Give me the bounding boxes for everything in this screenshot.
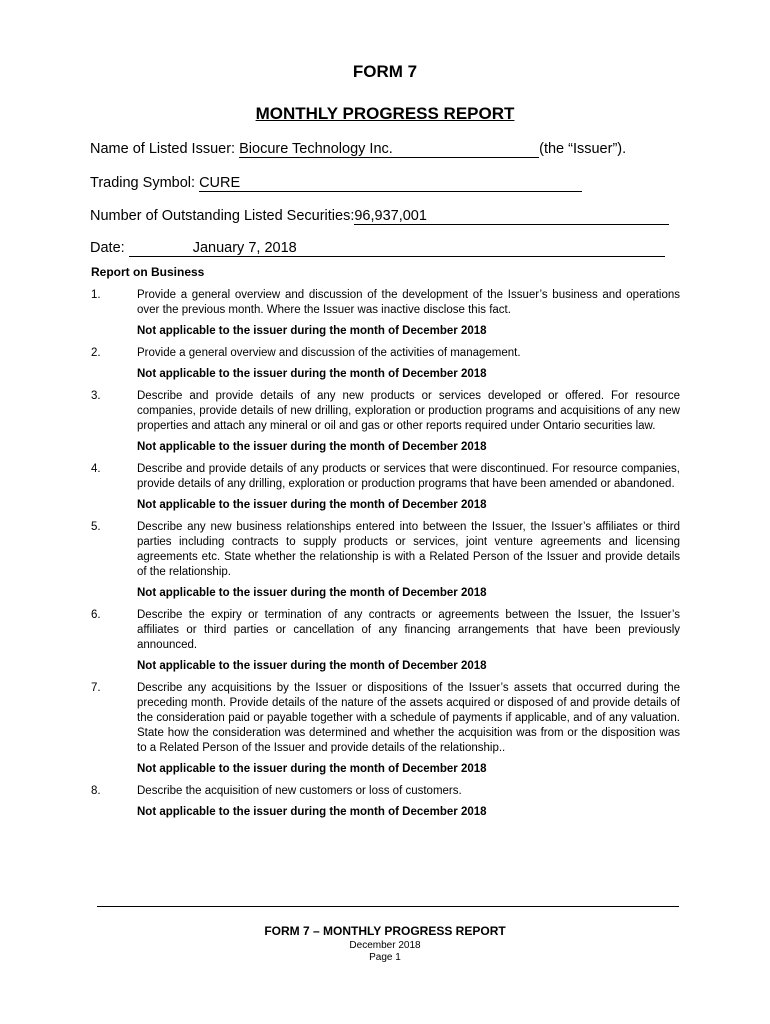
issuer-value: Biocure Technology Inc. <box>239 142 539 158</box>
securities-value: 96,937,001 <box>354 209 669 225</box>
securities-label: Number of Outstanding Listed Securities: <box>90 208 355 224</box>
item-number: 6. <box>91 609 101 621</box>
item-question: Describe and provide details of any new products or services developed or offered. For resource companies, provide details of new drilling, exploration or production programs and acquisitions of any new properties and attach any mineral or oil and gas or other reports required under Ontario securities law. <box>137 390 680 432</box>
section-title: Report on Business <box>91 265 205 279</box>
item-number: 5. <box>91 521 101 533</box>
report-item <box>91 389 680 434</box>
report-item <box>91 681 680 756</box>
date-value-line <box>129 241 665 257</box>
symbol-value: CURE <box>199 176 582 192</box>
item-number: 3. <box>91 390 101 402</box>
item-number: 1. <box>91 289 101 301</box>
item-answer: Not applicable to the issuer during the month of December 2018 <box>137 587 487 599</box>
item-question: Describe and provide details of any products or services that were discontinued. For resource companies, provide details of any drilling, exploration or production programs that have been amended or abandoned. <box>137 463 680 490</box>
trading-symbol-field <box>90 175 582 192</box>
item-number: 4. <box>91 463 101 475</box>
item-question: Provide a general overview and discussion of the development of the Issuer’s business and operations over the previous month. Where the Issuer was inactive disclose this fact. <box>137 289 680 316</box>
item-question: Describe any new business relationships entered into between the Issuer, the Issuer’s affiliates or third parties including contracts to supply products or services, joint venture agreements and licensing agreements etc. State whether the relationship is with a Related Person of the Issuer and provide details of the relationship. <box>137 521 680 578</box>
footer-divider <box>97 906 679 907</box>
issuer-label: Name of Listed Issuer: <box>90 141 236 157</box>
report-item <box>91 608 680 653</box>
item-number: 2. <box>91 347 101 359</box>
report-title: MONTHLY PROGRESS REPORT <box>255 104 515 123</box>
item-question: Describe any acquisitions by the Issuer or dispositions of the Issuer’s assets that occurred during the preceding month. Provide details of the nature of the assets acquired or disposed of and provide details of the consideration paid or payable together with a schedule of payments if applicable, and of any valuation. State how the consideration was determined and whether the acquisition was from or the disposition was to a Related Person of the Issuer and provide details of the relationship.. <box>137 682 680 754</box>
date-label: Date: <box>90 240 125 256</box>
item-answer: Not applicable to the issuer during the month of December 2018 <box>137 441 487 453</box>
item-answer: Not applicable to the issuer during the month of December 2018 <box>137 368 487 380</box>
item-answer: Not applicable to the issuer during the month of December 2018 <box>137 763 487 775</box>
item-question: Describe the expiry or termination of any contracts or agreements between the Issuer, the Issuer’s affiliates or third parties or cancellation of any financing arrangements that have been previously announced. <box>137 609 680 651</box>
issuer-suffix: (the “Issuer”). <box>539 141 627 157</box>
report-item <box>91 346 680 361</box>
item-answer: Not applicable to the issuer during the month of December 2018 <box>137 806 487 818</box>
issuer-name-field <box>90 141 626 158</box>
item-question: Describe the acquisition of new customers or loss of customers. <box>137 785 462 797</box>
item-number: 7. <box>91 682 101 694</box>
item-question: Provide a general overview and discussion of the activities of management. <box>137 347 521 359</box>
report-item <box>91 288 680 318</box>
page-number: Page 1 <box>369 952 401 963</box>
footer-title: FORM 7 – MONTHLY PROGRESS REPORT <box>264 924 506 938</box>
item-number: 8. <box>91 785 101 797</box>
securities-field <box>90 208 669 225</box>
report-item <box>91 520 680 580</box>
form-title: FORM 7 <box>352 62 418 81</box>
date-field <box>90 240 665 257</box>
date-value: January 7, 2018 <box>192 240 297 256</box>
symbol-label: Trading Symbol: <box>90 175 196 191</box>
item-answer: Not applicable to the issuer during the month of December 2018 <box>137 325 487 337</box>
footer-date: December 2018 <box>349 940 421 951</box>
item-answer: Not applicable to the issuer during the month of December 2018 <box>137 499 487 511</box>
report-item <box>91 784 680 799</box>
item-answer: Not applicable to the issuer during the month of December 2018 <box>137 660 487 672</box>
report-item <box>91 462 680 492</box>
report-items <box>91 288 680 827</box>
